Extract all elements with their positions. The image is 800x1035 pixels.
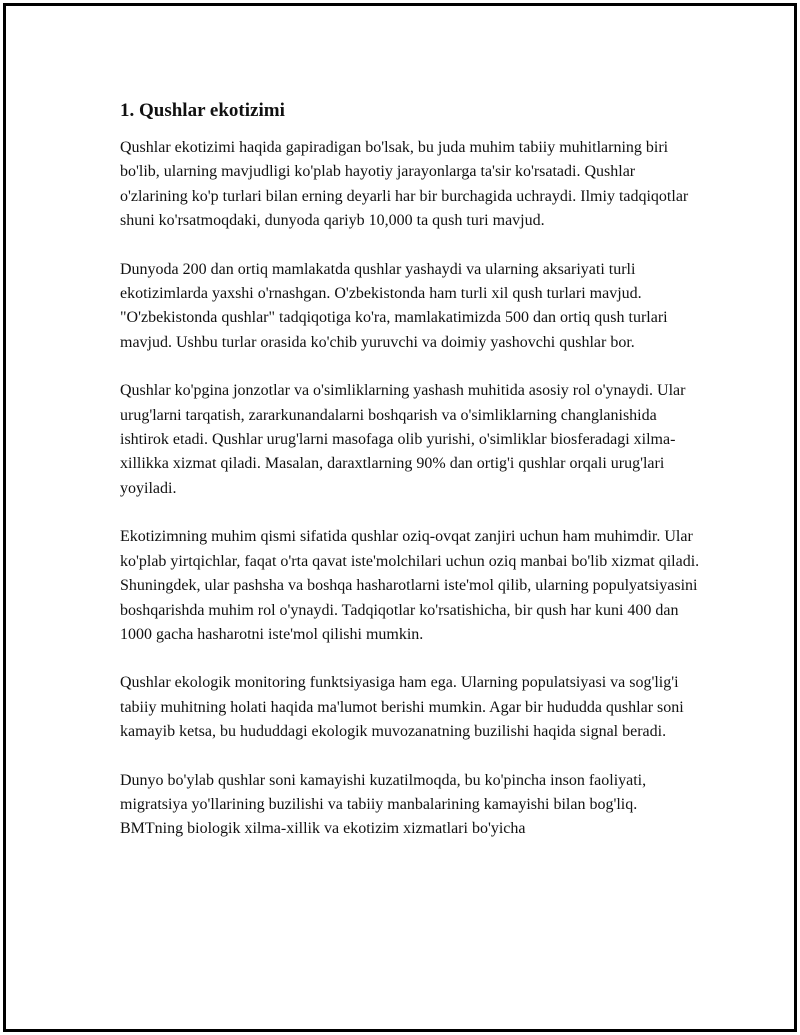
paragraph-3: Qushlar ko'pgina jonzotlar va o'simliklarning yashash muhitida asosiy rol o'ynaydi. Ular urug'larni tarqatish, zararkunandalarni boshqarish va o'simliklarning changlanishida ishtirok etadi. Qushlar urug'larni masofaga olib yurishi, o'simliklar biosferadagi xilma-xillikka xizmat qiladi. Masalan, daraxtlarning 90% dan ortig'i qushlar orqali urug'lari yoyiladi. <box>120 382 686 497</box>
paragraph-5: Qushlar ekologik monitoring funktsiyasiga ham ega. Ularning populatsiyasi va sog'lig'i tabiiy muhitning holati haqida ma'lumot berishi mumkin. Agar bir hududda qushlar soni kamayib ketsa, bu hududdagi ekologik muvozanatning buzilishi haqida signal beradi. <box>120 674 684 741</box>
paragraph-6: Dunyo bo'ylab qushlar soni kamayishi kuzatilmoqda, bu ko'pincha inson faoliyati, migratsiya yo'llarining buzilishi va tabiiy manbalarining kamayishi bilan bog'liq. BMTning biologik xilma-xillik va ekotizim xizmatlari bo'yicha <box>120 771 647 838</box>
page-frame <box>3 3 797 1032</box>
paragraph-1: Qushlar ekotizimi haqida gapiradigan bo'lsak, bu juda muhim tabiiy muhitlarning biri bo'lib, ularning mavjudligi ko'plab hayotiy jarayonlarga ta'sir ko'rsatadi. Qushlar o'zlarining ko'p turlari bilan erning deyarli har bir burchagida uchraydi. Ilmiy tadqiqotlar shuni ko'rsatmoqdaki, dunyoda qariyb 10,000 ta qush turi mavjud. <box>120 139 689 230</box>
document-body <box>120 98 700 866</box>
section-heading: 1. Qushlar ekotizimi <box>120 100 285 121</box>
paragraph-4: Ekotizimning muhim qismi sifatida qushlar oziq-ovqat zanjiri uchun ham muhimdir. Ular ko'plab yirtqichlar, faqat o'rta qavat iste'molchilari uchun oziq manbai bo'lib xizmat qiladi. Shuningdek, ular pashsha va boshqa hasharotlarni iste'mol qilib, ularning populyatsiyasini boshqarishda muhim rol o'ynaydi. Tadqiqotlar ko'rsatishicha, bir qush har kuni 400 dan 1000 gacha hasharotni iste'mol qilishi mumkin. <box>120 528 700 643</box>
paragraph-2: Dunyoda 200 dan ortiq mamlakatda qushlar yashaydi va ularning aksariyati turli ekotizimlarda yaxshi o'rnashgan. O'zbekistonda ham turli xil qush turlari mavjud. "O'zbekistonda qushlar" tadqiqotiga ko'ra, mamlakatimizda 500 dan ortiq qush turlari mavjud. Ushbu turlar orasida ko'chib yuruvchi va doimiy yashovchi qushlar bor. <box>120 260 668 351</box>
